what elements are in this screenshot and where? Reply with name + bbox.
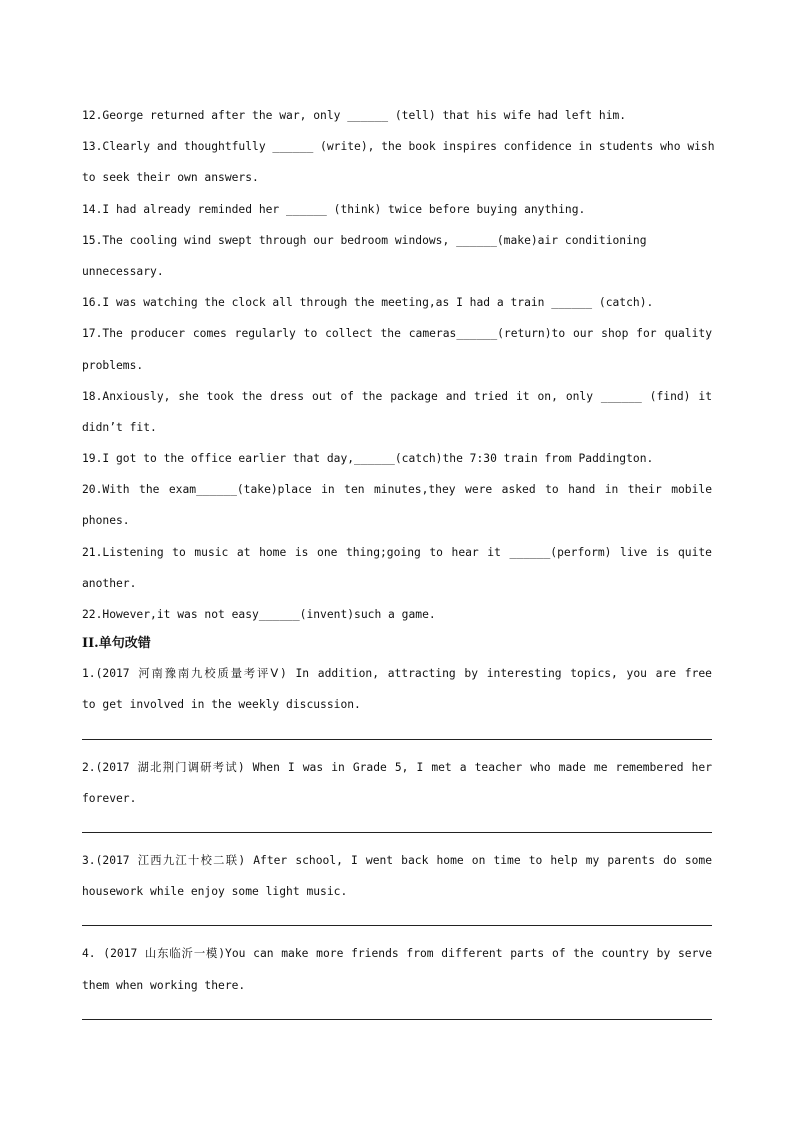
question-text-line: housework while enjoy some light music.: [82, 885, 348, 899]
question-text-line: didn’t fit.: [82, 420, 157, 434]
fill-in-question: [82, 599, 712, 630]
question-text-line: unnecessary.: [82, 264, 164, 278]
question-text-line: 13.Clearly and thoughtfully ______ (write), the book inspires confidence in students who wish: [82, 140, 715, 154]
question-text-line: them when working there.: [82, 978, 246, 992]
question-text-line: another.: [82, 576, 137, 590]
question-text-line: problems.: [82, 358, 144, 372]
answer-line[interactable]: [82, 832, 712, 833]
correction-question: [82, 845, 712, 926]
question-text-line: 12.George returned after the war, only ______ (tell) that his wife had left him.: [82, 109, 627, 122]
fill-in-question: [82, 381, 712, 443]
question-text-line: 15.The cooling wind swept through our bedroom windows, ______(make)air conditioning: [82, 233, 647, 247]
fill-in-question: [82, 225, 712, 287]
question-text-line: 14.I had already reminded her ______ (think) twice before buying anything.: [82, 202, 586, 216]
question-text-line: forever.: [82, 791, 137, 805]
fill-in-question: [82, 287, 712, 318]
fill-in-question: [82, 474, 712, 536]
question-text-line: 18.Anxiously, she took the dress out of the package and tried it on, only ______ (find) it: [82, 389, 712, 403]
correction-section: [82, 658, 712, 1020]
fill-in-question: [82, 194, 712, 225]
question-text-line: 19.I got to the office earlier that day,______(catch)the 7:30 train from Paddington.: [82, 452, 654, 466]
answer-line[interactable]: [82, 739, 712, 740]
fill-in-question: [82, 131, 715, 193]
fill-in-question: [82, 537, 712, 599]
correction-question: [82, 658, 712, 739]
question-text-line: to get involved in the weekly discussion.: [82, 698, 361, 712]
question-text-line: 20.With the exam______(take)place in ten minutes,they were asked to hand in their mobile: [82, 483, 712, 497]
answer-line[interactable]: [82, 925, 712, 926]
question-text-line: to seek their own answers.: [82, 171, 259, 185]
fill-in-question: [82, 100, 712, 131]
question-text-line: 17.The producer comes regularly to collect the cameras______(return)to our shop for quality: [82, 327, 712, 341]
fill-in-section: [82, 100, 715, 630]
question-text-line: 21.Listening to music at home is one thing;going to hear it ______(perform) live is quite: [82, 545, 712, 559]
question-text-line: 3.(2017 江西九江十校二联) After school, I went back home on time to help my parents do some: [82, 853, 712, 867]
question-text-line: 1.(2017 河南豫南九校质量考评Ⅴ) In addition, attracting by interesting topics, you are free: [82, 667, 712, 681]
section-2-title: II.单句改错: [82, 636, 151, 652]
question-text-line: 22.However,it was not easy______(invent)such a game.: [82, 608, 436, 621]
correction-question: [82, 752, 712, 833]
question-text-line: 4. (2017 山东临沂一模)You can make more friends from different parts of the country by serve: [82, 947, 712, 961]
fill-in-question: [82, 443, 712, 474]
question-text-line: phones.: [82, 514, 130, 528]
answer-line[interactable]: [82, 1019, 712, 1020]
question-text-line: 2.(2017 湖北荆门调研考试) When I was in Grade 5, I met a teacher who made me remembered her: [82, 760, 712, 774]
worksheet-page: [82, 100, 715, 1032]
correction-question: [82, 938, 712, 1019]
question-text-line: 16.I was watching the clock all through the meeting,as I had a train ______ (catch).: [82, 296, 654, 310]
fill-in-question: [82, 318, 712, 380]
